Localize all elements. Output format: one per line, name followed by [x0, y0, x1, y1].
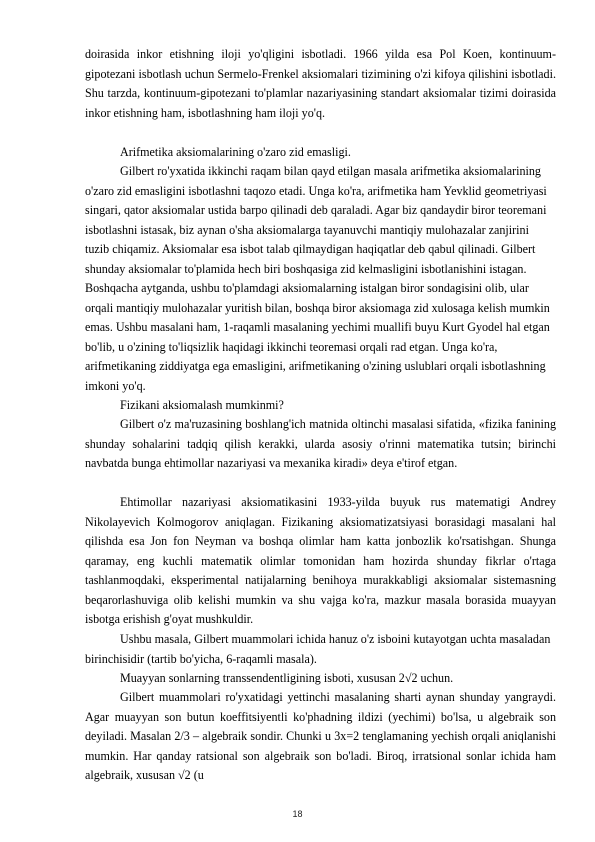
- section-heading-arithmetic-consistency: Arifmetika aksiomalarining o'zaro zid emasligi.: [120, 145, 351, 159]
- section-heading-physics-axiomatization: Fizikani aksiomalash mumkinmi?: [120, 398, 284, 412]
- paragraph-probability-axiomatics: Ehtimollar nazariyasi aksiomatikasini 1933-yilda buyuk rus matematigi Andrey Nikolayevich Kolmogorov aniqlagan. Fizikaning aksiomatizatsiyasi borasidagi masalani hal qilishda esa Jon fon Neyman va boshqa olimlar ham katta jonbozlik ko'rsatishgan. Shunga qaramay, eng kuchli matematik olimlar tomonidan ham hozirda shunday fikrlar o'rtaga tashlanmoqdaki, eksperimental natijalarning benihoya murakkabligi aksiomalar sistemasning beqarorlashuviga olib kelishi mumkin va shu vajga ko'ra, mazkur masala borasida muayyan isbotga erishish g'oyat mushkuldir.: [85, 495, 556, 626]
- paragraph-open-problems: Ushbu masala, Gilbert muammolari ichida hanuz o'z isboini kutayotgan uchta masaladan birinchisidir (tartib bo'yicha, 6-raqamli masala).: [85, 632, 551, 666]
- paragraph-arithmetic-consistency: Gilbert ro'yxatida ikkinchi raqam bilan qayd etilgan masala arifmetika aksiomalarining o'zaro zid emasligini isbotlashni taqozo etadi. Unga ko'ra, arifmetika ham Yevklid geometriyasi singari, qator aksiomalar ustida barpo qilinadi deb qaraladi. Agar biz qandaydir biror teoremani isbotlashni istasak, biz aynan o'sha aksiomalarga tayanuvchi mantiqiy mulohazalar zanjirini tuzib chiqamiz. Aksiomalar esa isbot talab qilmaydigan haqiqatlar deb qabul qilinadi. Gilbert shunday aksiomalar to'plamida hech biri boshqasiga zid kelmasligini isbotlanishini istagan. Boshqacha aytganda, ushbu to'plamdagi aksiomalarning istalgan biror sondagisini olib, ular orqali mantiqiy mulohazalar yuritish bilan, boshqa biror aksiomaga zid xulosaga kelish mumkin emas. Ushbu masalani ham, 1-raqamli masalaning yechimi muallifi buyu Kurt Gyodel hal etgan bo'lib, u o'zining to'liqsizlik haqidagi ikkinchi teoremasi orqali rad etgan. Unga ko'ra, arifmetikaning ziddiyatga ega emasligini, arifmetikaning o'zining uslublari orqali isbotlashning imkoni yo'q.: [85, 164, 550, 393]
- paragraph-continuation: doirasida inkor etishning iloji yo'qligini isbotladi. 1966 yilda esa Pol Koen, kontinuum-gipotezani isbotlash uchun Sermelo-Frenkel aksiomalari tizimining o'zi kifoya qilishini isbotladi. Shu tarzda, kontinuum-gipotezani to'plamlar nazariyasining standart aksiomalar tizimi doirasida inkor etishning ham, isbotlashning ham iloji yo'q.: [85, 47, 556, 120]
- page-number: 18: [292, 809, 303, 819]
- paragraph-seventh-problem: Gilbert muammolari ro'yxatidagi yettinchi masalaning sharti aynan shunday yangraydi. Agar muayyan son butun koeffitsiyentli ko'phadning ildizi (yechimi) bo'lsa, u algebraik son deyiladi. Masalan 2/3 – algebraik sondir. Chunki u 3x=2 tenglamaning yechish orqali aniqlanishi mumkin. Har qanday ratsional son algebraik son bo'ladi. Biroq, irratsional sonlar ichida ham algebraik, xususan √2 (u: [85, 690, 556, 782]
- paragraph-hilbert-sixth-problem: Gilbert o'z ma'ruzasining boshlang'ich matnida oltinchi masalasi sifatida, «fizika fanining shunday sohalarini tadqiq qilish kerakki, ularda asosiy o'rinni matematika tutsin; birinchi navbatda bunga ehtimollar nazariyasi va mexanika kiradi» deya e'tirof etgan.: [85, 417, 556, 470]
- section-heading-transcendence: Muayyan sonlarning transsendentligining isboti, xususan 2√2 uchun.: [120, 671, 454, 685]
